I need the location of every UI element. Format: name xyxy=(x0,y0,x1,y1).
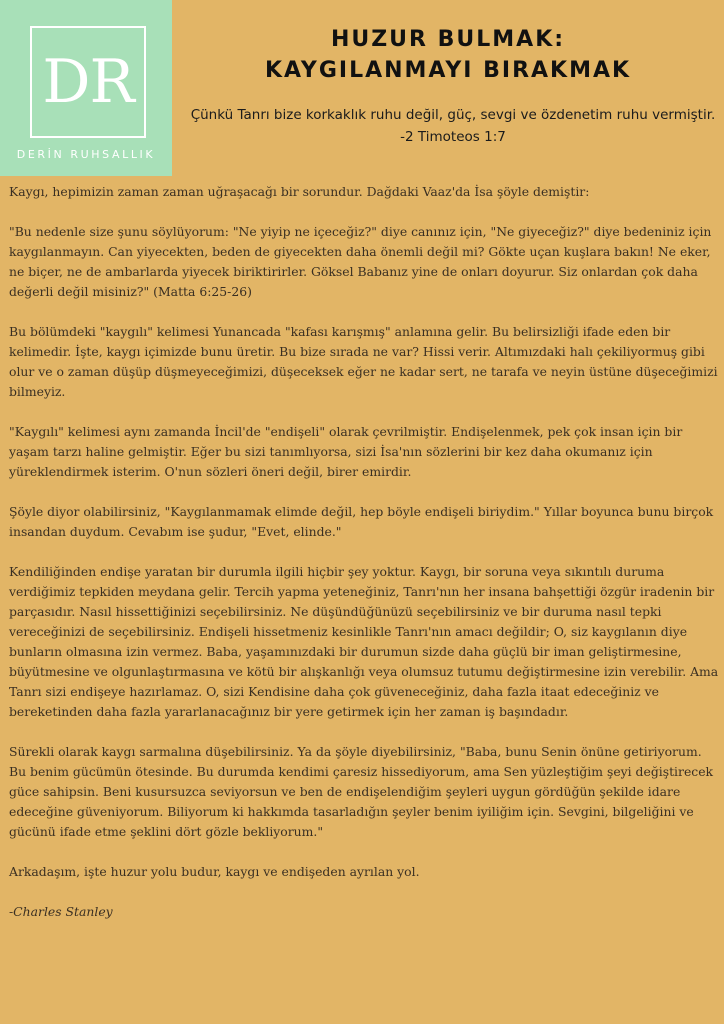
header-verse: Çünkü Tanrı bize korkaklık ruhu değil, güç, sevgi ve özdenetim ruhu vermiştir. -2 Timoteos 1:7 xyxy=(190,107,716,145)
title-line-1: HUZUR BULMAK: xyxy=(330,27,566,52)
title-line-2: KAYGILANMAYI BIRAKMAK xyxy=(264,58,632,83)
logo-brand-name: DERİN RUHSALLIK xyxy=(16,148,156,161)
article-body xyxy=(9,182,721,942)
article-paragraph-4: "Kaygılı" kelimesi aynı zamanda İncil'de "endişeli" olarak çevrilmiştir. Endişelenmek, pek çok insan için bir yaşam tarzı haline gelmiştir. Eğer bu sizi tanımlıyorsa, sizi İsa'nın sözlerini bir kez daha okumanız için yüreklendirmek isterim. O'nun sözleri öneri değil, birer emirdir. xyxy=(9,424,683,479)
article-paragraph-6: Kendiliğinden endişe yaratan bir durumla ilgili hiçbir şey yoktur. Kaygı, bir soruna veya sıkıntılı duruma verdiğimiz tepkiden meydana gelir. Tercih yapma yeteneğiniz, Tanrı'nın her insana bahşettiği özgür iradenin bir parçasıdır. Nasıl hissettiğinizi seçebilirsiniz. Ne düşündüğünüzü seçebilirsiniz ve bir duruma nasıl tepki vereceğinizi de seçebilirsiniz. Endişeli hissetmeniz kesinlikle Tanrı'nın amacı değildir; O, siz kaygılanın diye bunların olmasına izin vermez. Baba, yaşamınızdaki bir durumun sizde daha güçlü bir iman geliştirmesine, büyütmesine ve olgunlaştırmasına ve kötü bir alışkanlığı veya olumsuz tutumu değiştirmesine izin verebilir. Ama Tanrı sizi endişeye hazırlamaz. O, sizi Kendisine daha çok güveneceğiniz, daha fazla itaat edeceğiniz ve bereketinden daha fazla yararlanacağınız bir yere getirmek için her zaman iş başındadır. xyxy=(9,564,719,719)
article-paragraph-8: Arkadaşım, işte huzur yolu budur, kaygı ve endişeden ayrılan yol. xyxy=(9,864,420,879)
article-paragraph-5: Şöyle diyor olabilirsiniz, "Kaygılanmamak elimde değil, hep böyle endişeli biriydim." Yıllar boyunca bunu birçok insandan duydum. Cevabım ise şudur, "Evet, elinde." xyxy=(9,504,714,539)
page-title xyxy=(172,24,724,86)
logo-mark: DR xyxy=(42,47,134,117)
author-signature: -Charles Stanley xyxy=(9,904,113,919)
article-paragraph-7: Sürekli olarak kaygı sarmalına düşebilirsiniz. Ya da şöyle diyebilirsiniz, "Baba, bunu Senin önüne getiriyorum. Bu benim gücümün ötesinde. Bu durumda kendimi çaresiz hissediyorum, ama Sen yüzleştiğim şeyi değiştirecek güce sahipsin. Beni kusursuzca seviyorsun ve ben de endişelendiğim şeyleri uygun gördüğün şekilde idare edeceğine güveniyorum. Biliyorum ki hakkımda tasarladığın şeyler benim iyiliğim için. Sevgini, bilgeliğini ve gücünü ifade etme şeklini dört gözle bekliyorum." xyxy=(9,744,714,839)
article-paragraph-3: Bu bölümdeki "kaygılı" kelimesi Yunancada "kafası karışmış" anlamına gelir. Bu belirsizliği ifade eden bir kelimedir. İşte, kaygı içimizde bunu üretir. Bu bize sırada ne var? Hissi verir. Altımızdaki halı çekiliyormuş gibi olur ve o zaman düşüp düşmeyeceğimizi, düşeceksek eğer ne kadar sert, ne tarafa ve neyin üstüne düşeceğimizi bilmeyiz. xyxy=(9,324,718,399)
logo-block xyxy=(0,0,172,176)
logo-frame xyxy=(30,26,146,138)
article-paragraph-1: Kaygı, hepimizin zaman zaman uğraşacağı bir sorundur. Dağdaki Vaaz'da İsa şöyle demiştir: xyxy=(9,184,590,199)
article-paragraph-2: "Bu nedenle size şunu söylüyorum: "Ne yiyip ne içeceğiz?" diye canınız için, "Ne giyeceğiz?" diye bedeniniz için kaygılanmayın. Can yiyecekten, beden de giyecekten daha önemli değil mi? Gökte uçan kuşlara bakın! Ne eker, ne biçer, ne de ambarlarda yiyecek biriktirirler. Göksel Babanız yine de onları doyurur. Siz onlardan çok daha değerli değil misiniz?" (Matta 6:25-26) xyxy=(9,224,712,299)
